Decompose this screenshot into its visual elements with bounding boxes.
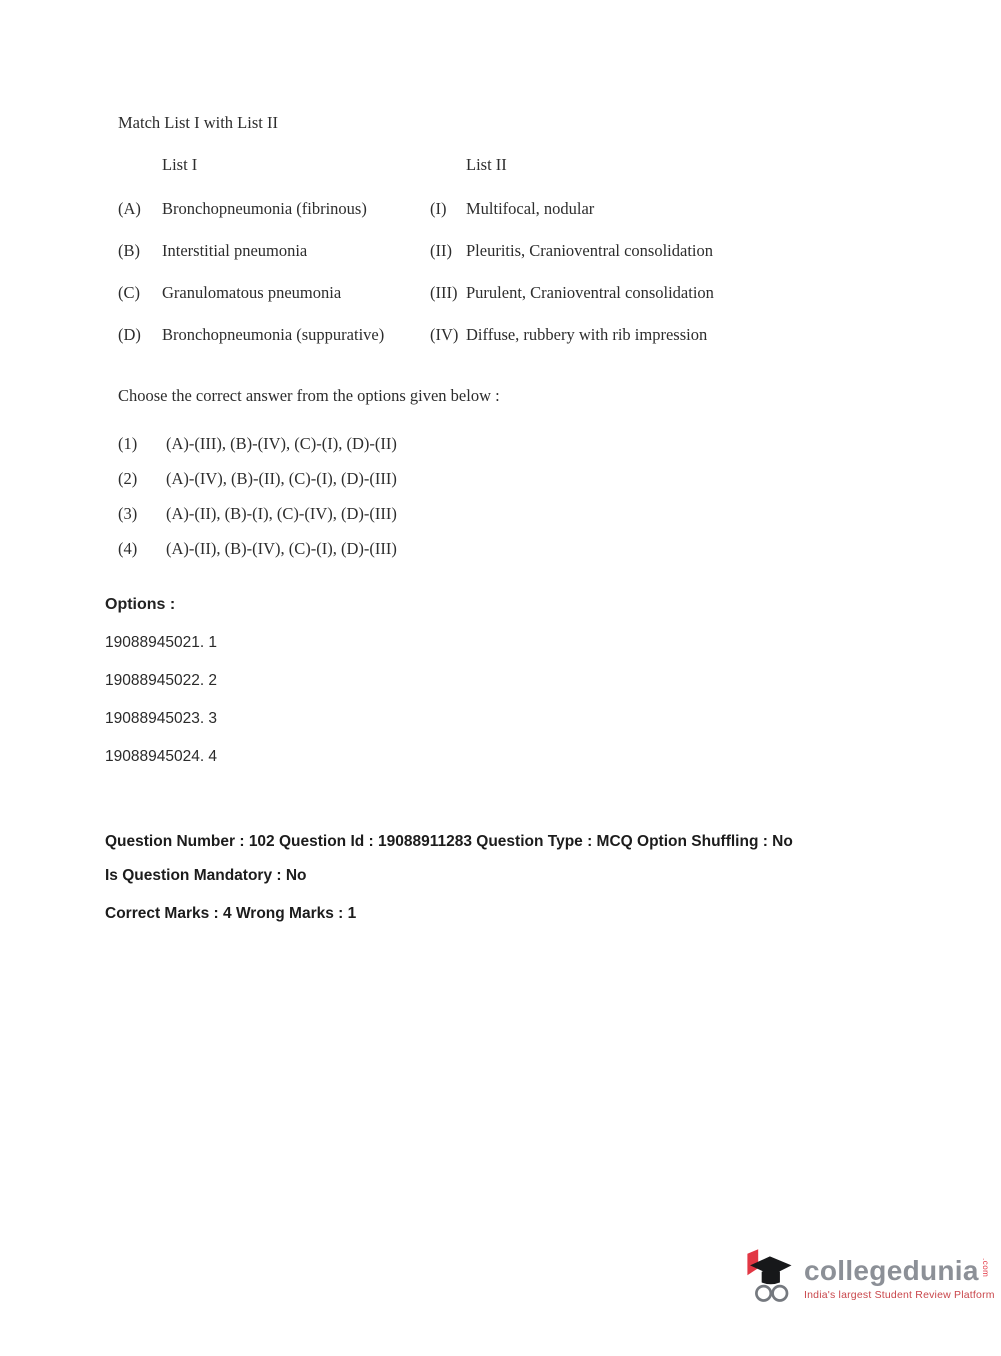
left-label: (C) [118, 283, 140, 302]
left-text: Bronchopneumonia (fibrinous) [162, 199, 367, 218]
right-label: (IV) [430, 325, 459, 344]
right-label: (III) [430, 283, 458, 302]
right-text: Pleuritis, Cranioventral consolidation [466, 241, 714, 260]
choice-number: (1) [118, 434, 138, 453]
question-mandatory-line: Is Question Mandatory : No [105, 867, 307, 884]
left-label: (D) [118, 325, 141, 344]
left-text: Interstitial pneumonia [162, 241, 308, 260]
option-id-3: 19088945023. 3 [105, 710, 218, 727]
choice-3 [118, 504, 397, 539]
right-label: (I) [430, 199, 447, 218]
choose-instruction: Choose the correct answer from the options given below : [118, 386, 500, 405]
left-label: (B) [118, 241, 140, 260]
logo-text [804, 1256, 995, 1301]
choice-number: (4) [118, 539, 138, 558]
choice-text: (A)-(III), (B)-(IV), (C)-(I), (D)-(II) [166, 434, 397, 453]
list1-header: List I [162, 155, 198, 174]
match-row-d [118, 325, 896, 367]
choice-number: (3) [118, 504, 138, 523]
choice-text: (A)-(IV), (B)-(II), (C)-(I), (D)-(III) [166, 469, 397, 488]
brand-name: collegedunia [804, 1254, 979, 1286]
choice-1 [118, 434, 397, 469]
match-table-header [118, 155, 896, 199]
match-question-title: Match List I with List II [118, 113, 278, 132]
match-row-b [118, 241, 896, 283]
choice-4 [118, 539, 397, 574]
answer-choices [118, 434, 397, 574]
choice-text: (A)-(II), (B)-(I), (C)-(IV), (D)-(III) [166, 504, 397, 523]
brand-tagline: India's largest Student Review Platform [804, 1288, 995, 1301]
left-label: (A) [118, 199, 141, 218]
choice-number: (2) [118, 469, 138, 488]
graduation-cap-icon [742, 1246, 796, 1310]
question-meta-line: Question Number : 102 Question Id : 19088911283 Question Type : MCQ Option Shuffling : No [105, 833, 793, 850]
brand-line [804, 1256, 995, 1286]
left-text: Granulomatous pneumonia [162, 283, 342, 302]
options-heading: Options : [105, 596, 176, 613]
marks-line: Correct Marks : 4 Wrong Marks : 1 [105, 905, 357, 922]
right-label: (II) [430, 241, 452, 260]
right-text: Diffuse, rubbery with rib impression [466, 325, 708, 344]
options-list [105, 634, 217, 786]
match-row-c [118, 283, 896, 325]
left-text: Bronchopneumonia (suppurative) [162, 325, 385, 344]
choice-2 [118, 469, 397, 504]
match-table [118, 155, 896, 367]
option-id-1: 19088945021. 1 [105, 634, 218, 651]
collegedunia-logo [742, 1246, 995, 1310]
brand-suffix: .com [980, 1257, 990, 1277]
right-text: Purulent, Cranioventral consolidation [466, 283, 714, 302]
right-text: Multifocal, nodular [466, 199, 595, 218]
choice-text: (A)-(II), (B)-(IV), (C)-(I), (D)-(III) [166, 539, 397, 558]
list2-header: List II [466, 155, 507, 174]
match-row-a [118, 199, 896, 241]
option-id-2: 19088945022. 2 [105, 672, 218, 689]
option-id-4: 19088945024. 4 [105, 748, 218, 765]
question-metadata [105, 831, 935, 925]
